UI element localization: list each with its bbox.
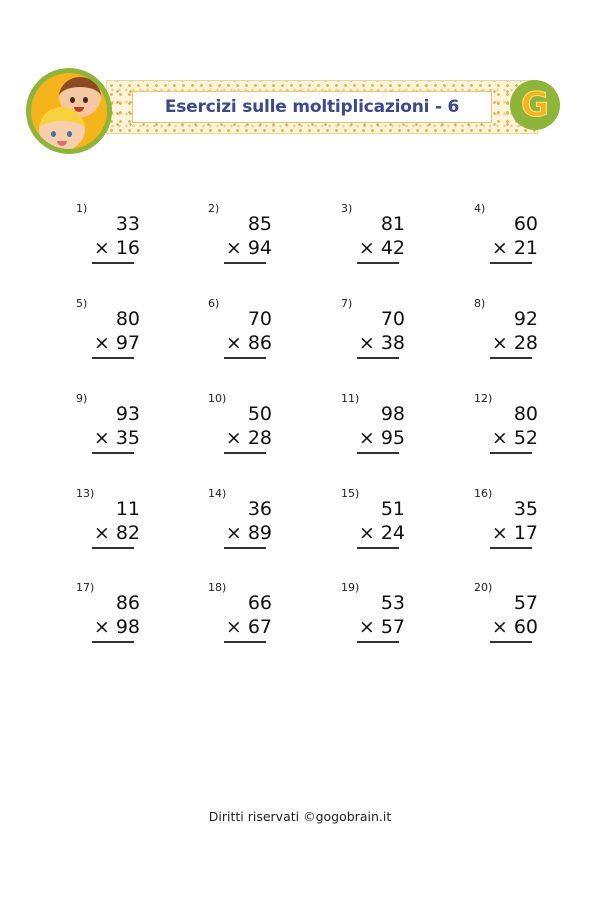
multiplicand: 80 [115, 308, 140, 330]
gogobrain-logo-icon: G [510, 80, 560, 130]
problem-number: 20) [474, 581, 493, 594]
problem-number: 16) [474, 487, 493, 500]
multiplicand: 66 [247, 592, 272, 614]
multiplication-problem [208, 202, 298, 272]
answer-line [92, 547, 134, 549]
problem-number: 9) [76, 392, 88, 405]
worksheet-header [26, 68, 560, 154]
multiplier: × 17 [491, 522, 538, 544]
multiplier: × 82 [93, 522, 140, 544]
multiplication-problem [76, 392, 166, 462]
answer-line [224, 262, 266, 264]
problem-number: 17) [76, 581, 95, 594]
problem-number: 8) [474, 297, 486, 310]
answer-line [92, 357, 134, 359]
kids-illustration-icon [26, 68, 112, 154]
answer-line [357, 641, 399, 643]
multiplier: × 89 [225, 522, 272, 544]
problem-number: 2) [208, 202, 220, 215]
answer-line [490, 547, 532, 549]
answer-line [92, 641, 134, 643]
multiplication-problem [76, 202, 166, 272]
multiplication-problem [474, 202, 564, 272]
multiplication-problem [474, 297, 564, 367]
multiplication-problem [474, 392, 564, 462]
multiplier: × 98 [93, 616, 140, 638]
multiplier: × 24 [358, 522, 405, 544]
multiplication-problem [341, 581, 431, 651]
multiplicand: 86 [115, 592, 140, 614]
girl-face-icon [39, 107, 85, 149]
multiplication-problem [208, 297, 298, 367]
multiplicand: 70 [247, 308, 272, 330]
answer-line [490, 357, 532, 359]
answer-line [224, 547, 266, 549]
multiplication-problem [474, 487, 564, 557]
answer-line [357, 547, 399, 549]
answer-line [357, 357, 399, 359]
multiplication-problem [341, 202, 431, 272]
answer-line [92, 452, 134, 454]
problem-number: 5) [76, 297, 88, 310]
multiplier: × 97 [93, 332, 140, 354]
problem-number: 13) [76, 487, 95, 500]
multiplicand: 50 [247, 403, 272, 425]
page-title: Esercizi sulle moltiplicazioni - 6 [164, 97, 460, 117]
multiplicand: 11 [115, 498, 140, 520]
multiplicand: 93 [115, 403, 140, 425]
multiplier: × 28 [491, 332, 538, 354]
multiplicand: 70 [380, 308, 405, 330]
multiplicand: 85 [247, 213, 272, 235]
multiplicand: 57 [513, 592, 538, 614]
answer-line [490, 641, 532, 643]
multiplier: × 42 [358, 237, 405, 259]
problem-number: 1) [76, 202, 88, 215]
multiplication-problem [341, 392, 431, 462]
multiplier: × 86 [225, 332, 272, 354]
multiplier: × 16 [93, 237, 140, 259]
answer-line [92, 262, 134, 264]
problem-number: 14) [208, 487, 227, 500]
multiplication-problem [76, 297, 166, 367]
multiplicand: 33 [115, 213, 140, 235]
multiplier: × 52 [491, 427, 538, 449]
multiplication-problem [76, 487, 166, 557]
multiplicand: 53 [380, 592, 405, 614]
problem-number: 3) [341, 202, 353, 215]
problem-number: 6) [208, 297, 220, 310]
multiplicand: 36 [247, 498, 272, 520]
multiplicand: 92 [513, 308, 538, 330]
multiplier: × 57 [358, 616, 405, 638]
multiplier: × 28 [225, 427, 272, 449]
answer-line [357, 262, 399, 264]
multiplication-problem [208, 487, 298, 557]
multiplication-problem [341, 297, 431, 367]
multiplication-problem [208, 392, 298, 462]
multiplication-problem [76, 581, 166, 651]
problem-number: 7) [341, 297, 353, 310]
answer-line [224, 641, 266, 643]
problem-number: 4) [474, 202, 486, 215]
answer-line [357, 452, 399, 454]
multiplicand: 98 [380, 403, 405, 425]
answer-line [224, 357, 266, 359]
answer-line [490, 262, 532, 264]
multiplicand: 35 [513, 498, 538, 520]
multiplication-problem [208, 581, 298, 651]
problem-number: 11) [341, 392, 360, 405]
answer-line [224, 452, 266, 454]
problem-number: 12) [474, 392, 493, 405]
multiplier: × 38 [358, 332, 405, 354]
problem-number: 10) [208, 392, 227, 405]
multiplier: × 35 [93, 427, 140, 449]
multiplication-problem [341, 487, 431, 557]
multiplier: × 67 [225, 616, 272, 638]
problem-number: 18) [208, 581, 227, 594]
title-box [132, 91, 492, 123]
multiplier: × 60 [491, 616, 538, 638]
multiplication-problem [474, 581, 564, 651]
problem-number: 15) [341, 487, 360, 500]
multiplicand: 80 [513, 403, 538, 425]
problem-number: 19) [341, 581, 360, 594]
multiplicand: 60 [513, 213, 538, 235]
answer-line [490, 452, 532, 454]
multiplier: × 21 [491, 237, 538, 259]
multiplier: × 94 [225, 237, 272, 259]
multiplicand: 81 [380, 213, 405, 235]
copyright-footer: Diritti riservati ©gogobrain.it [208, 809, 392, 824]
multiplicand: 51 [380, 498, 405, 520]
multiplier: × 95 [358, 427, 405, 449]
